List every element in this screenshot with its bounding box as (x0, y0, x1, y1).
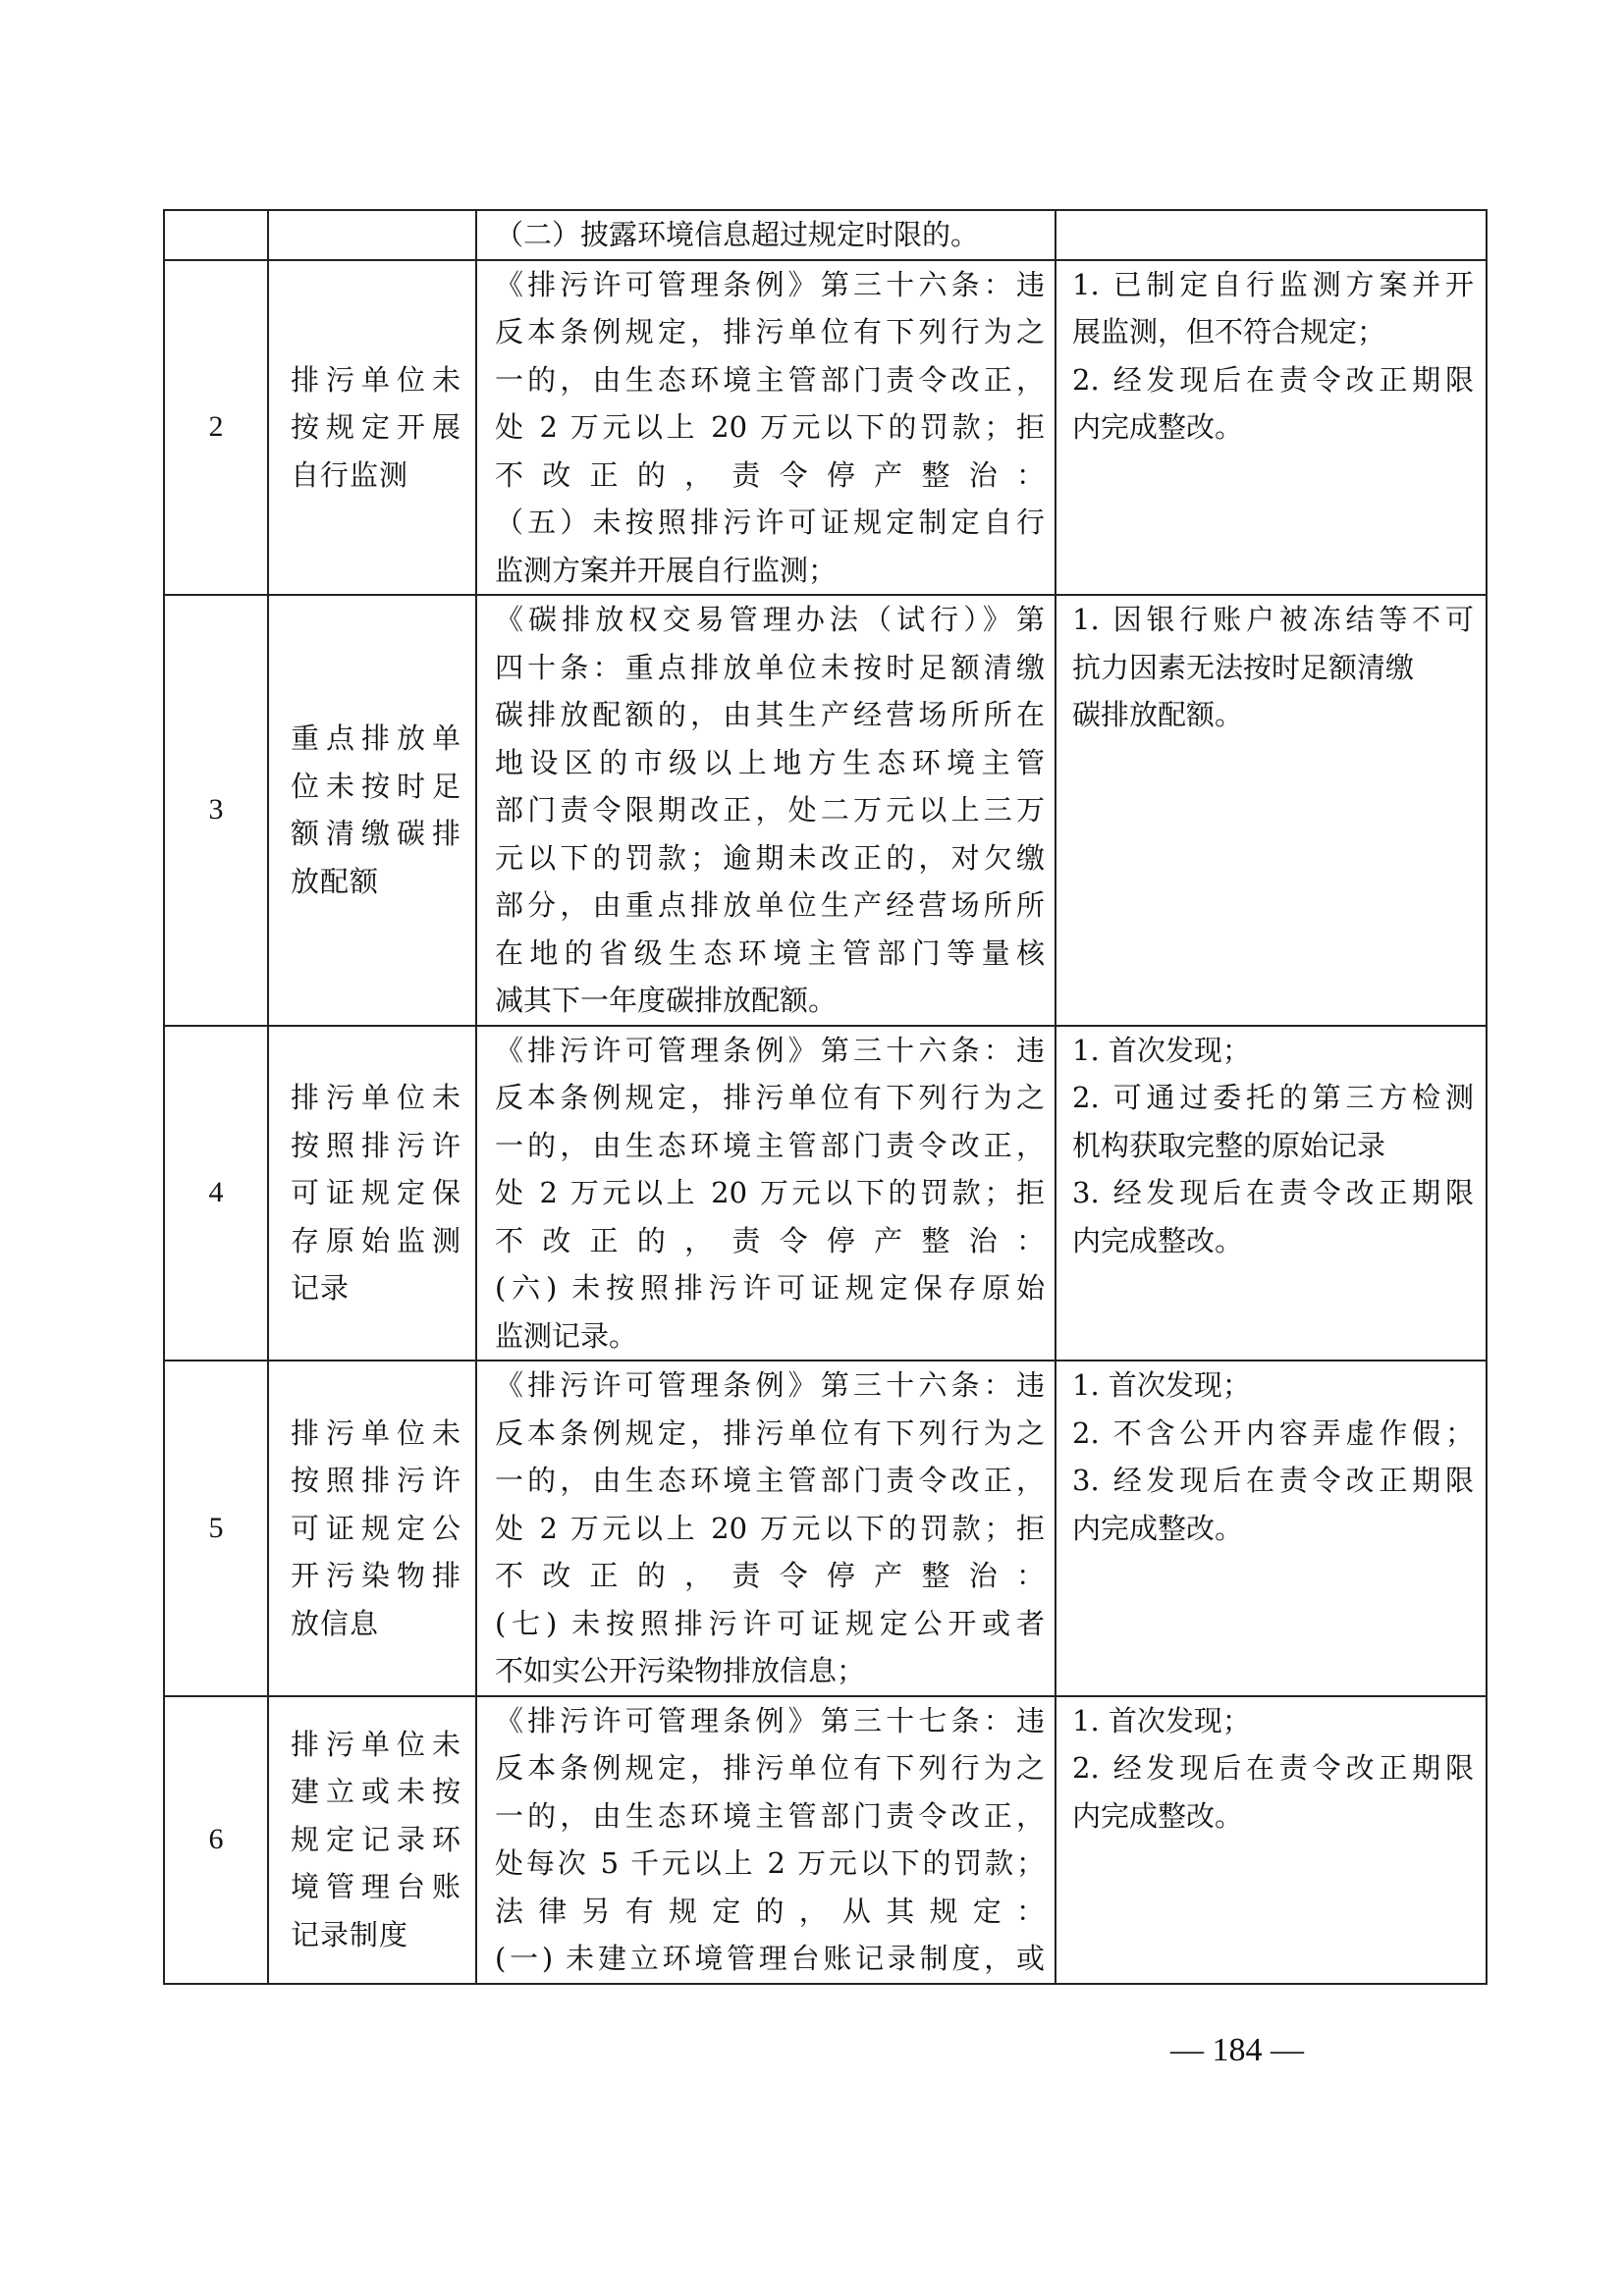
exemption-conditions (1056, 1026, 1487, 1362)
violation-name-line: 规定记录环 (291, 1822, 461, 1856)
violation-name-line: 可证规定公 (291, 1511, 461, 1545)
condition-line: 1. 因银行账户被冻结等不可 (1072, 603, 1474, 636)
legal-basis-line: 《排污许可管理条例》第三十六条：违 (495, 267, 1045, 301)
legal-basis-line: (七) 未按照排污许可证规定公开或者 (495, 1606, 1045, 1640)
legal-basis-line: 不改正的，责令停产整治： (495, 1559, 1045, 1592)
legal-basis-line: 在地的省级生态环境主管部门等量核 (495, 935, 1045, 970)
legal-basis-line: 《排污许可管理条例》第三十六条：违 (495, 1368, 1045, 1402)
legal-basis-line: 法律另有规定的，从其规定： (495, 1894, 1045, 1928)
violation-name-line: 放信息 (291, 1606, 380, 1640)
row-number: 4 (164, 1026, 268, 1362)
violation-name-line: 按照排污许 (291, 1128, 461, 1162)
legal-basis-line: 部分，由重点排放单位生产经营场所所 (495, 888, 1045, 922)
violation-name-line: 自行监测 (291, 457, 409, 492)
violation-name (268, 1361, 476, 1696)
page-number: — 184 — (1170, 2032, 1304, 2068)
exemption-conditions (1056, 1696, 1487, 1984)
legal-basis (476, 1361, 1056, 1696)
legal-basis-line: 不改正的，责令停产整治： (495, 1223, 1045, 1257)
legal-basis-line: (一) 未建立环境管理台账记录制度，或 (495, 1942, 1045, 1975)
violation-name-line: 排污单位未 (291, 1081, 461, 1114)
condition-line: 3. 经发现后在责令改正期限 (1072, 1464, 1474, 1497)
legal-basis-line: 处 2 万元以上 20 万元以下的罚款；拒 (495, 1511, 1045, 1545)
condition-line: 2. 经发现后在责令改正期限 (1072, 1751, 1474, 1785)
violation-name-line: 境管理台账 (291, 1870, 461, 1904)
condition-line: 1. 已制定自行监测方案并开 (1072, 267, 1474, 301)
table-row (164, 210, 1487, 260)
row-number: 2 (164, 260, 268, 596)
condition-line: 2. 可通过委托的第三方检测 (1072, 1081, 1474, 1114)
legal-basis-line: 处 2 万元以上 20 万元以下的罚款；拒 (495, 410, 1045, 444)
legal-basis-line: 处每次 5 千元以上 2 万元以下的罚款； (495, 1846, 1045, 1880)
violation-name-line: 额清缴碳排 (291, 817, 461, 851)
condition-line: 1. 首次发现； (1072, 1368, 1251, 1402)
violation-name-line: 排污单位未 (291, 1727, 461, 1761)
table-row (164, 1696, 1487, 1984)
legal-basis-line: 反本条例规定，排污单位有下列行为之 (495, 1751, 1045, 1785)
violation-name-line: 存原始监测 (291, 1223, 461, 1257)
condition-line: 抗力因素无法按时足额清缴 (1072, 650, 1415, 684)
regulation-table (163, 209, 1488, 1985)
legal-basis-line: 监测记录。 (495, 1318, 638, 1353)
violation-name (268, 260, 476, 596)
violation-name-line: 按规定开展 (291, 410, 461, 444)
legal-basis-line: 不改正的，责令停产整治： (495, 457, 1045, 492)
legal-basis-line: 部门责令限期改正，处二万元以上三万 (495, 793, 1045, 827)
violation-name-line: 放配额 (291, 864, 380, 898)
legal-basis-line: 四十条：重点排放单位未按时足额清缴 (495, 650, 1045, 684)
table-body (164, 210, 1487, 1984)
legal-basis-line: 反本条例规定，排污单位有下列行为之 (495, 1415, 1045, 1450)
violation-name-line: 排污单位未 (291, 362, 461, 397)
legal-basis-line: 一的，由生态环境主管部门责令改正， (495, 1464, 1045, 1497)
legal-basis-line: 《排污许可管理条例》第三十六条：违 (495, 1033, 1045, 1067)
violation-name (268, 595, 476, 1026)
violation-name (268, 1696, 476, 1984)
legal-basis-line: 监测方案并开展自行监测； (495, 553, 838, 587)
exemption-conditions (1056, 210, 1487, 260)
condition-line: 内完成整改。 (1072, 1798, 1244, 1833)
table-row (164, 595, 1487, 1026)
row-number (164, 210, 268, 260)
condition-line: 机构获取完整的原始记录 (1072, 1128, 1386, 1162)
condition-line: 2. 经发现后在责令改正期限 (1072, 362, 1474, 397)
violation-name (268, 210, 476, 260)
condition-line: 展监测，但不符合规定； (1072, 315, 1386, 348)
legal-basis-line: 地设区的市级以上地方生态环境主管 (495, 745, 1045, 779)
legal-basis-line: 《排污许可管理条例》第三十七条：违 (495, 1703, 1045, 1737)
violation-name-line: 开污染物排 (291, 1559, 461, 1592)
violation-name-line: 记录制度 (291, 1917, 409, 1951)
condition-line: 内完成整改。 (1072, 410, 1244, 444)
legal-basis-line: （五）未按照排污许可证规定制定自行 (495, 506, 1045, 539)
condition-line: 1. 首次发现； (1072, 1703, 1251, 1737)
legal-basis-line: 减其下一年度碳排放配额。 (495, 984, 838, 1017)
violation-name (268, 1026, 476, 1362)
condition-line: 碳排放配额。 (1072, 698, 1244, 731)
legal-basis-line: 处 2 万元以上 20 万元以下的罚款；拒 (495, 1176, 1045, 1209)
legal-basis-line: 一的，由生态环境主管部门责令改正， (495, 1128, 1045, 1162)
legal-basis (476, 210, 1056, 260)
legal-basis-line: 元以下的罚款；逾期未改正的，对欠缴 (495, 840, 1045, 875)
legal-basis-line: （二）披露环境信息超过规定时限的。 (495, 218, 980, 251)
legal-basis (476, 260, 1056, 596)
row-number: 3 (164, 595, 268, 1026)
exemption-conditions (1056, 595, 1487, 1026)
legal-basis-line: 一的，由生态环境主管部门责令改正， (495, 362, 1045, 397)
legal-basis (476, 1696, 1056, 1984)
legal-basis-line: (六) 未按照排污许可证规定保存原始 (495, 1271, 1045, 1305)
violation-name-line: 记录 (291, 1271, 351, 1305)
legal-basis (476, 1026, 1056, 1362)
violation-name-line: 建立或未按 (291, 1775, 461, 1809)
exemption-conditions (1056, 260, 1487, 596)
condition-line: 3. 经发现后在责令改正期限 (1072, 1176, 1474, 1209)
violation-name-line: 可证规定保 (291, 1176, 461, 1209)
table-row (164, 1361, 1487, 1696)
condition-line: 内完成整改。 (1072, 1511, 1244, 1545)
violation-name-line: 按照排污许 (291, 1464, 461, 1497)
legal-basis-line: 不如实公开污染物排放信息； (495, 1654, 866, 1687)
legal-basis-line: 一的，由生态环境主管部门责令改正， (495, 1798, 1045, 1833)
legal-basis-line: 反本条例规定，排污单位有下列行为之 (495, 315, 1045, 348)
legal-basis (476, 595, 1056, 1026)
violation-name-line: 排污单位未 (291, 1415, 461, 1450)
condition-line: 2. 不含公开内容弄虚作假； (1072, 1415, 1474, 1450)
row-number: 6 (164, 1696, 268, 1984)
legal-basis-line: 《碳排放权交易管理办法（试行）》第 (495, 603, 1045, 636)
row-number: 5 (164, 1361, 268, 1696)
exemption-conditions (1056, 1361, 1487, 1696)
condition-line: 1. 首次发现； (1072, 1033, 1251, 1067)
table-row (164, 1026, 1487, 1362)
violation-name-line: 位未按时足 (291, 769, 461, 803)
condition-line: 内完成整改。 (1072, 1223, 1244, 1257)
violation-name-line: 重点排放单 (291, 721, 461, 756)
table-row (164, 260, 1487, 596)
legal-basis-line: 反本条例规定，排污单位有下列行为之 (495, 1081, 1045, 1114)
legal-basis-line: 碳排放配额的，由其生产经营场所所在 (495, 698, 1045, 731)
